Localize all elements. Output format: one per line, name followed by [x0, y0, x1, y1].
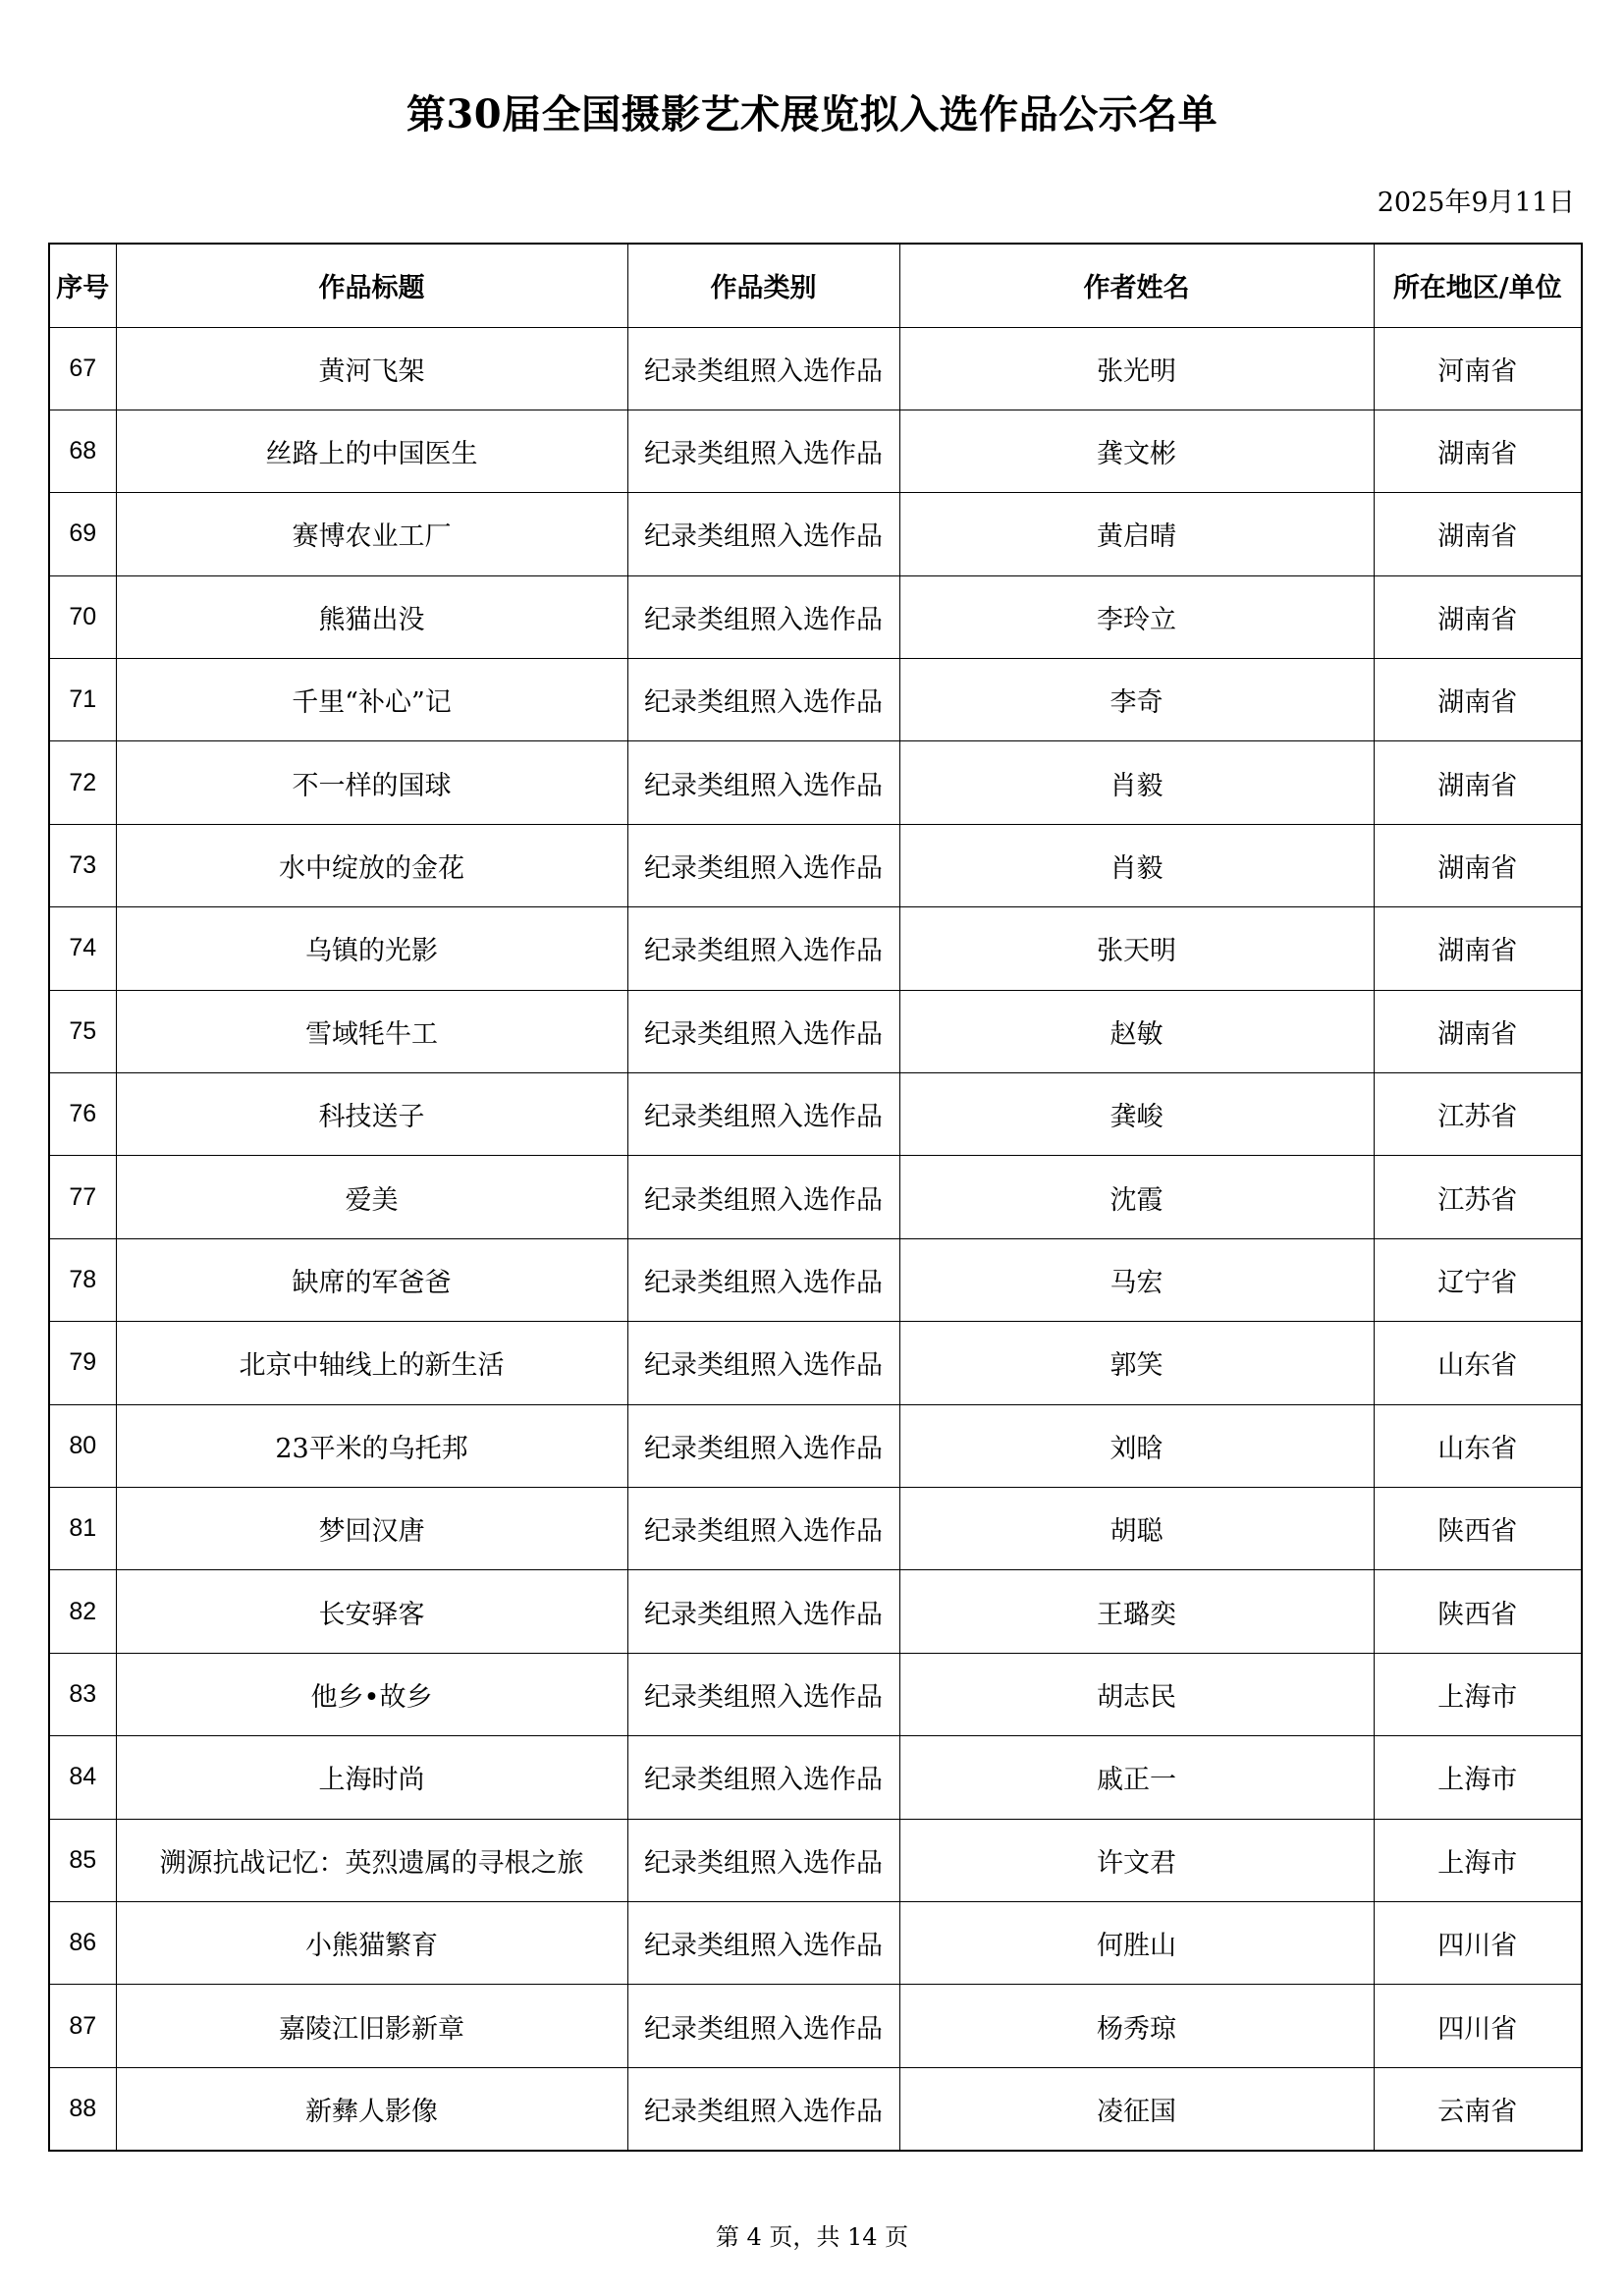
table-row	[49, 327, 1582, 410]
cell-index: 72	[49, 741, 116, 824]
header-author: 作者姓名	[899, 244, 1374, 327]
cell-author: 马宏	[899, 1238, 1374, 1321]
cell-index: 78	[49, 1238, 116, 1321]
cell-title: 新彝人影像	[116, 2067, 627, 2150]
cell-region: 湖南省	[1374, 741, 1582, 824]
cell-category: 纪录类组照入选作品	[627, 1073, 899, 1156]
table-row	[49, 741, 1582, 824]
table-row	[49, 1736, 1582, 1819]
cell-index: 86	[49, 1901, 116, 1984]
document-title: 第30届全国摄影艺术展览拟入选作品公示名单	[406, 91, 1218, 137]
cell-author: 李玲立	[899, 575, 1374, 658]
cell-author: 肖毅	[899, 824, 1374, 906]
cell-index: 73	[49, 824, 116, 906]
cell-title: 缺席的军爸爸	[116, 1238, 627, 1321]
cell-region: 湖南省	[1374, 493, 1582, 575]
cell-title: 小熊猫繁育	[116, 1901, 627, 1984]
cell-region: 辽宁省	[1374, 1238, 1582, 1321]
cell-index: 80	[49, 1404, 116, 1487]
cell-category: 纪录类组照入选作品	[627, 1487, 899, 1569]
cell-category: 纪录类组照入选作品	[627, 1322, 899, 1404]
cell-index: 75	[49, 990, 116, 1072]
cell-category: 纪录类组照入选作品	[627, 1819, 899, 1901]
table-row	[49, 1570, 1582, 1653]
table-row	[49, 1404, 1582, 1487]
cell-region: 陕西省	[1374, 1487, 1582, 1569]
cell-region: 江苏省	[1374, 1073, 1582, 1156]
cell-title: 雪域牦牛工	[116, 990, 627, 1072]
header-region: 所在地区/单位	[1374, 244, 1582, 327]
cell-author: 张光明	[899, 327, 1374, 410]
cell-title: 长安驿客	[116, 1570, 627, 1653]
cell-title: 黄河飞架	[116, 327, 627, 410]
selection-table	[48, 243, 1583, 2152]
cell-category: 纪录类组照入选作品	[627, 493, 899, 575]
table-row	[49, 1985, 1582, 2067]
cell-category: 纪录类组照入选作品	[627, 1736, 899, 1819]
publish-date: 2025年9月11日	[1377, 188, 1575, 218]
cell-author: 杨秀琼	[899, 1985, 1374, 2067]
cell-title: 不一样的国球	[116, 741, 627, 824]
cell-author: 郭笑	[899, 1322, 1374, 1404]
cell-index: 70	[49, 575, 116, 658]
cell-author: 许文君	[899, 1819, 1374, 1901]
cell-author: 张天明	[899, 907, 1374, 990]
cell-category: 纪录类组照入选作品	[627, 907, 899, 990]
cell-region: 山东省	[1374, 1404, 1582, 1487]
cell-author: 沈霞	[899, 1156, 1374, 1238]
table-row	[49, 1073, 1582, 1156]
cell-region: 上海市	[1374, 1736, 1582, 1819]
cell-author: 龚峻	[899, 1073, 1374, 1156]
cell-category: 纪录类组照入选作品	[627, 1238, 899, 1321]
table-row	[49, 659, 1582, 741]
cell-index: 68	[49, 410, 116, 492]
cell-category: 纪录类组照入选作品	[627, 659, 899, 741]
cell-title: 千里“补心”记	[116, 659, 627, 741]
table-row	[49, 2067, 1582, 2150]
cell-index: 81	[49, 1487, 116, 1569]
page-footer: 第 4 页，共 14 页	[715, 2223, 909, 2251]
cell-index: 74	[49, 907, 116, 990]
cell-category: 纪录类组照入选作品	[627, 1156, 899, 1238]
cell-title: 北京中轴线上的新生活	[116, 1322, 627, 1404]
cell-category: 纪录类组照入选作品	[627, 410, 899, 492]
cell-author: 李奇	[899, 659, 1374, 741]
cell-title: 乌镇的光影	[116, 907, 627, 990]
cell-region: 四川省	[1374, 1985, 1582, 2067]
table-row	[49, 493, 1582, 575]
cell-region: 上海市	[1374, 1819, 1582, 1901]
cell-region: 云南省	[1374, 2067, 1582, 2150]
cell-index: 84	[49, 1736, 116, 1819]
cell-category: 纪录类组照入选作品	[627, 1985, 899, 2067]
cell-author: 胡聪	[899, 1487, 1374, 1569]
table-row	[49, 1322, 1582, 1404]
cell-title: 水中绽放的金花	[116, 824, 627, 906]
cell-index: 71	[49, 659, 116, 741]
cell-index: 76	[49, 1073, 116, 1156]
cell-region: 湖南省	[1374, 575, 1582, 658]
cell-category: 纪录类组照入选作品	[627, 1653, 899, 1735]
table-row	[49, 575, 1582, 658]
table-row	[49, 1819, 1582, 1901]
cell-index: 88	[49, 2067, 116, 2150]
cell-author: 何胜山	[899, 1901, 1374, 1984]
header-index: 序号	[49, 244, 116, 327]
cell-region: 湖南省	[1374, 659, 1582, 741]
cell-title: 嘉陵江旧影新章	[116, 1985, 627, 2067]
table-row	[49, 824, 1582, 906]
cell-region: 湖南省	[1374, 990, 1582, 1072]
table-row	[49, 1487, 1582, 1569]
cell-title: 科技送子	[116, 1073, 627, 1156]
table-row	[49, 1653, 1582, 1735]
cell-index: 69	[49, 493, 116, 575]
table-row	[49, 410, 1582, 492]
cell-category: 纪录类组照入选作品	[627, 327, 899, 410]
cell-author: 龚文彬	[899, 410, 1374, 492]
cell-category: 纪录类组照入选作品	[627, 2067, 899, 2150]
cell-author: 黄启晴	[899, 493, 1374, 575]
cell-author: 肖毅	[899, 741, 1374, 824]
cell-index: 83	[49, 1653, 116, 1735]
table-row	[49, 1238, 1582, 1321]
table-row	[49, 1901, 1582, 1984]
cell-region: 湖南省	[1374, 907, 1582, 990]
cell-region: 陕西省	[1374, 1570, 1582, 1653]
cell-region: 湖南省	[1374, 410, 1582, 492]
table-header-row	[49, 244, 1582, 327]
cell-index: 82	[49, 1570, 116, 1653]
cell-category: 纪录类组照入选作品	[627, 1570, 899, 1653]
cell-index: 87	[49, 1985, 116, 2067]
cell-region: 湖南省	[1374, 824, 1582, 906]
cell-category: 纪录类组照入选作品	[627, 990, 899, 1072]
cell-title: 溯源抗战记忆：英烈遗属的寻根之旅	[116, 1819, 627, 1901]
cell-region: 河南省	[1374, 327, 1582, 410]
cell-title: 熊猫出没	[116, 575, 627, 658]
table-row	[49, 907, 1582, 990]
cell-title: 丝路上的中国医生	[116, 410, 627, 492]
cell-title: 赛博农业工厂	[116, 493, 627, 575]
cell-index: 67	[49, 327, 116, 410]
cell-author: 刘晗	[899, 1404, 1374, 1487]
cell-title: 爱美	[116, 1156, 627, 1238]
cell-author: 戚正一	[899, 1736, 1374, 1819]
cell-region: 江苏省	[1374, 1156, 1582, 1238]
cell-region: 四川省	[1374, 1901, 1582, 1984]
table-row	[49, 990, 1582, 1072]
cell-author: 凌征国	[899, 2067, 1374, 2150]
cell-title: 23平米的乌托邦	[116, 1404, 627, 1487]
cell-author: 王璐奕	[899, 1570, 1374, 1653]
cell-region: 上海市	[1374, 1653, 1582, 1735]
cell-category: 纪录类组照入选作品	[627, 741, 899, 824]
cell-index: 85	[49, 1819, 116, 1901]
cell-category: 纪录类组照入选作品	[627, 824, 899, 906]
cell-title: 他乡•故乡	[116, 1653, 627, 1735]
cell-category: 纪录类组照入选作品	[627, 575, 899, 658]
cell-author: 赵敏	[899, 990, 1374, 1072]
table-row	[49, 1156, 1582, 1238]
cell-index: 79	[49, 1322, 116, 1404]
cell-index: 77	[49, 1156, 116, 1238]
header-title: 作品标题	[116, 244, 627, 327]
cell-region: 山东省	[1374, 1322, 1582, 1404]
cell-category: 纪录类组照入选作品	[627, 1404, 899, 1487]
cell-author: 胡志民	[899, 1653, 1374, 1735]
cell-category: 纪录类组照入选作品	[627, 1901, 899, 1984]
cell-title: 梦回汉唐	[116, 1487, 627, 1569]
cell-title: 上海时尚	[116, 1736, 627, 1819]
header-category: 作品类别	[627, 244, 899, 327]
